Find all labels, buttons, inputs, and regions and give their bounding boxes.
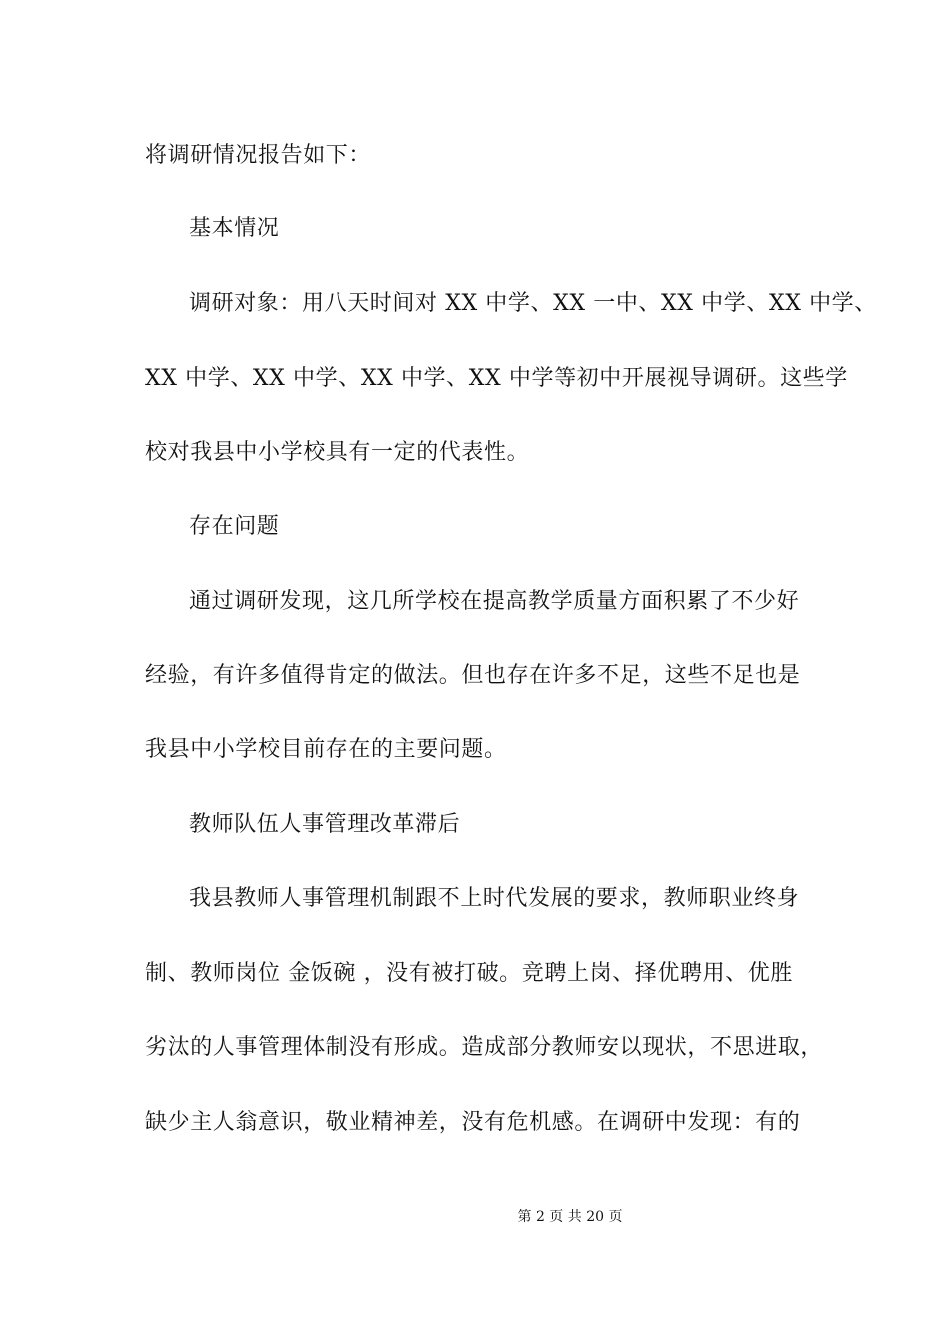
text-line-14: 缺少主人翁意识，敬业精神差，没有危机感。在调研中发现：有的: [145, 1110, 801, 1135]
text-line-13: 劣汰的人事管理体制没有形成。造成部分教师安以现状，不思进取，: [145, 1035, 824, 1060]
text-line-8: 经验，有许多值得肯定的做法。但也存在许多不足，这些不足也是: [145, 663, 801, 688]
text-line-5: 校对我县中小学校具有一定的代表性。: [145, 440, 530, 465]
text-line-7: 通过调研发现，这几所学校在提高教学质量方面积累了不少好: [189, 589, 800, 614]
section-heading-problems: 存在问题: [189, 514, 280, 539]
text-line-3: 调研对象：用八天时间对 XX 中学、XX 一中、XX 中学、XX 中学、: [189, 291, 877, 316]
text-line-1: 将调研情况报告如下：: [145, 143, 372, 168]
text-line-12: 制、教师岗位 金饭碗 ，没有被打破。竞聘上岗、择优聘用、优胜: [145, 961, 793, 986]
text-line-4: XX 中学、XX 中学、XX 中学、XX 中学等初中开展视导调研。这些学: [145, 366, 848, 391]
text-line-9: 我县中小学校目前存在的主要问题。: [145, 737, 507, 762]
page-number-footer: 第 2 页 共 20 页: [517, 1209, 623, 1225]
section-heading-teacher-reform: 教师队伍人事管理改革滞后: [189, 812, 461, 837]
text-line-11: 我县教师人事管理机制跟不上时代发展的要求，教师职业终身: [189, 886, 800, 911]
section-heading-basic-situation: 基本情况: [189, 216, 280, 241]
